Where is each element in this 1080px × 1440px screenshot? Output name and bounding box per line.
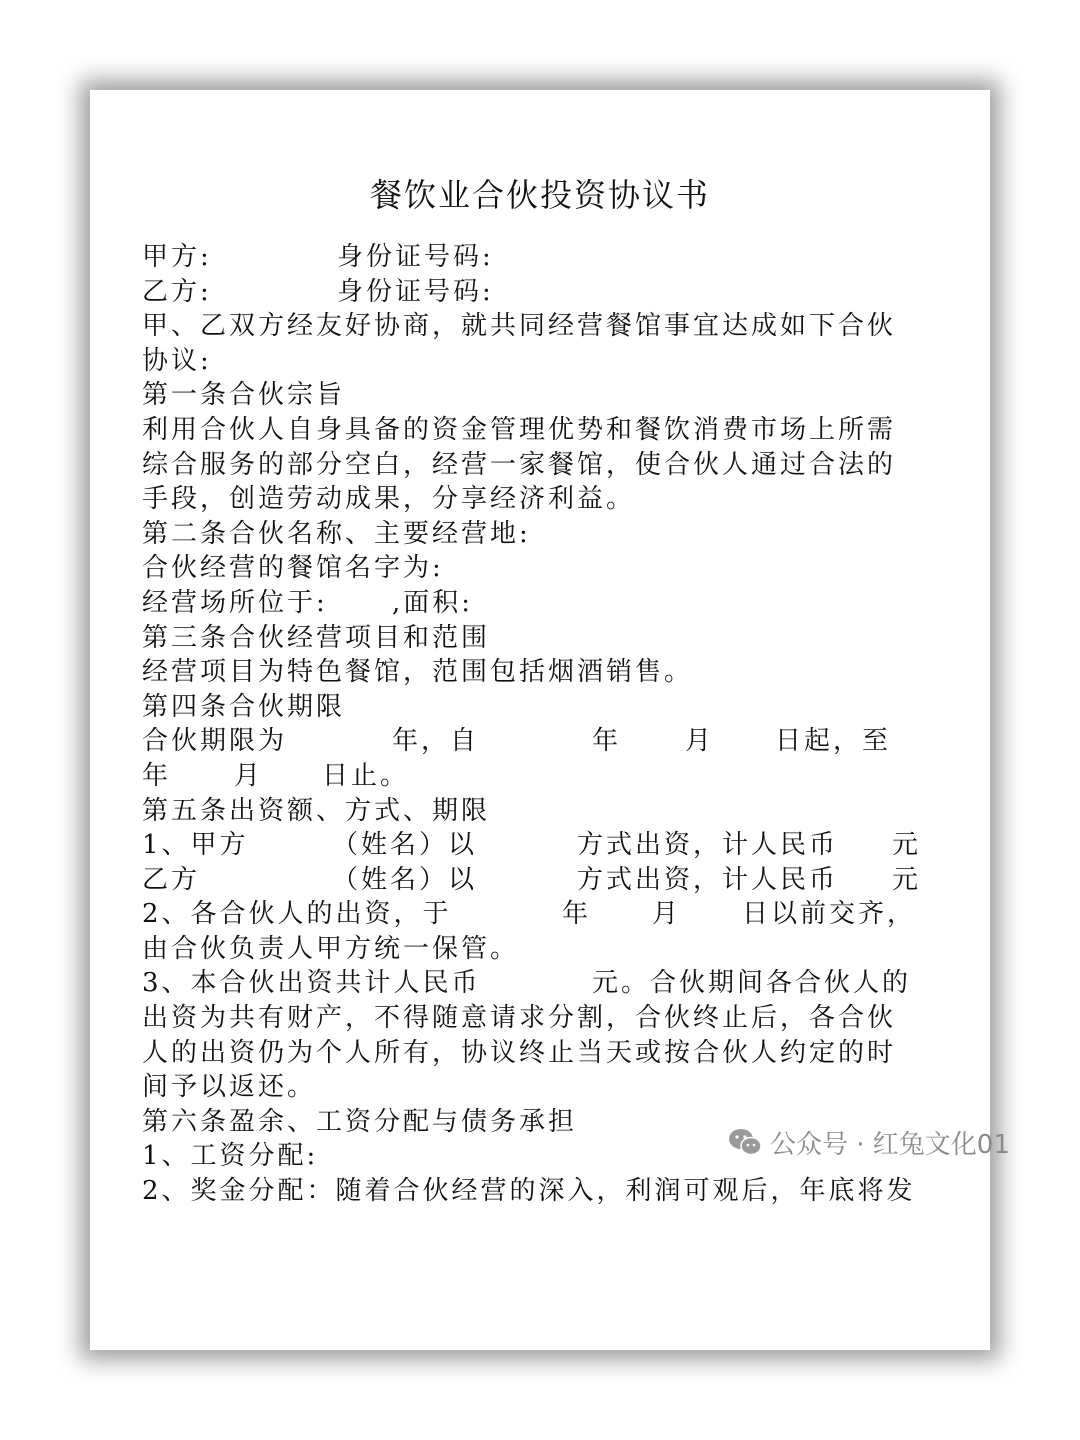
line-text: 年 (142, 760, 172, 791)
line-text: 身份证号码: (337, 276, 494, 307)
document-line (142, 275, 942, 310)
document-line (142, 690, 942, 725)
document-line (142, 551, 942, 586)
line-text: 年 (562, 899, 592, 930)
wechat-icon (728, 1127, 762, 1157)
document-line (142, 378, 942, 413)
document-line (142, 1070, 942, 1105)
line-text: 合伙经营的餐馆名字为: (142, 553, 444, 584)
line-text: 第二条合伙名称、主要经营地: (142, 518, 531, 549)
document-line (142, 897, 942, 932)
line-text: 元。合伙期间各合伙人的 (592, 968, 912, 999)
line-text: 日起，至 (775, 726, 892, 757)
document-title: 餐饮业合伙投资协议书 (369, 176, 710, 214)
line-text: 综合服务的部分空白，经营一家餐馆，使合伙人通过合法的 (142, 449, 897, 480)
line-text: 元 (892, 864, 922, 895)
document-line (142, 309, 942, 344)
line-text: ,面积: (392, 587, 474, 618)
line-text: 3、本合伙出资共计人民币 (142, 968, 481, 999)
line-text: 合伙期限为 (142, 726, 288, 757)
line-text: 第一条合伙宗旨 (142, 380, 346, 411)
document-line (142, 1036, 942, 1071)
document-line (142, 759, 942, 794)
line-text: 2、各合伙人的出资，于 (142, 899, 452, 930)
line-text: 日止。 (322, 760, 410, 791)
document-line (142, 413, 942, 448)
document-line (142, 621, 942, 656)
document-line (142, 482, 942, 517)
document-line (142, 794, 942, 829)
line-text: 第五条出资额、方式、期限 (142, 795, 491, 826)
document-line (142, 448, 942, 483)
line-text: （姓名）以 (332, 830, 478, 861)
line-text: 手段，创造劳动成果，分享经济利益。 (142, 484, 636, 515)
line-text: 第三条合伙经营项目和范围 (142, 622, 491, 653)
line-text: 元 (892, 830, 922, 861)
line-text: 第四条合伙期限 (142, 691, 346, 722)
line-text: 出资为共有财产，不得随意请求分割，合伙终止后，各合伙 (142, 1003, 897, 1034)
line-text: 甲方: (142, 242, 212, 272)
document-line (142, 828, 942, 863)
line-text: 1、工资分配: (142, 1141, 319, 1172)
document-line (142, 724, 942, 759)
document-line (142, 1174, 942, 1209)
document-line (142, 586, 942, 621)
line-text: 协议: (142, 345, 212, 376)
document-line (142, 863, 942, 898)
line-text: 日以前交齐， (742, 899, 917, 930)
line-text: 方式出资，计人民币 (577, 830, 839, 861)
line-text: 月 (234, 760, 264, 791)
line-text: 间予以返还。 (142, 1072, 317, 1103)
watermark (728, 1122, 1010, 1162)
line-text: 年，自 (392, 726, 480, 757)
document-line (142, 344, 942, 379)
line-text: 身份证号码: (337, 242, 494, 272)
line-text: 2、奖金分配：随着合伙经营的深入，利润可观后，年底将发 (142, 1176, 916, 1207)
line-text: 月 (685, 726, 715, 757)
line-text: （姓名）以 (332, 864, 478, 895)
line-text: 1、甲方 (142, 830, 249, 861)
line-text: 月 (652, 899, 682, 930)
watermark-text: 公众号 · 红兔文化01 (770, 1129, 1010, 1160)
document-body (142, 240, 942, 1209)
line-text: 年 (592, 726, 622, 757)
line-text: 第六条盈余、工资分配与债务承担 (142, 1106, 578, 1137)
document-line (142, 1001, 942, 1036)
line-text: 乙方: (142, 276, 212, 307)
line-text: 方式出资，计人民币 (577, 864, 839, 895)
line-text: 经营项目为特色餐馆，范围包括烟酒销售。 (142, 657, 694, 688)
line-text: 经营场所位于: (142, 587, 328, 618)
line-text: 甲、乙双方经友好协商，就共同经营餐馆事宜达成如下合伙 (142, 311, 897, 342)
document-line (142, 517, 942, 552)
document-line (142, 240, 942, 275)
line-text: 由合伙负责人甲方统一保管。 (142, 933, 520, 964)
line-text: 乙方 (142, 864, 201, 895)
document-line (142, 932, 942, 967)
document-line (142, 966, 942, 1001)
line-text: 人的出资仍为个人所有，协议终止当天或按合伙人约定的时 (142, 1037, 897, 1068)
document-line (142, 655, 942, 690)
line-text: 利用合伙人自身具备的资金管理优势和餐饮消费市场上所需 (142, 414, 897, 445)
